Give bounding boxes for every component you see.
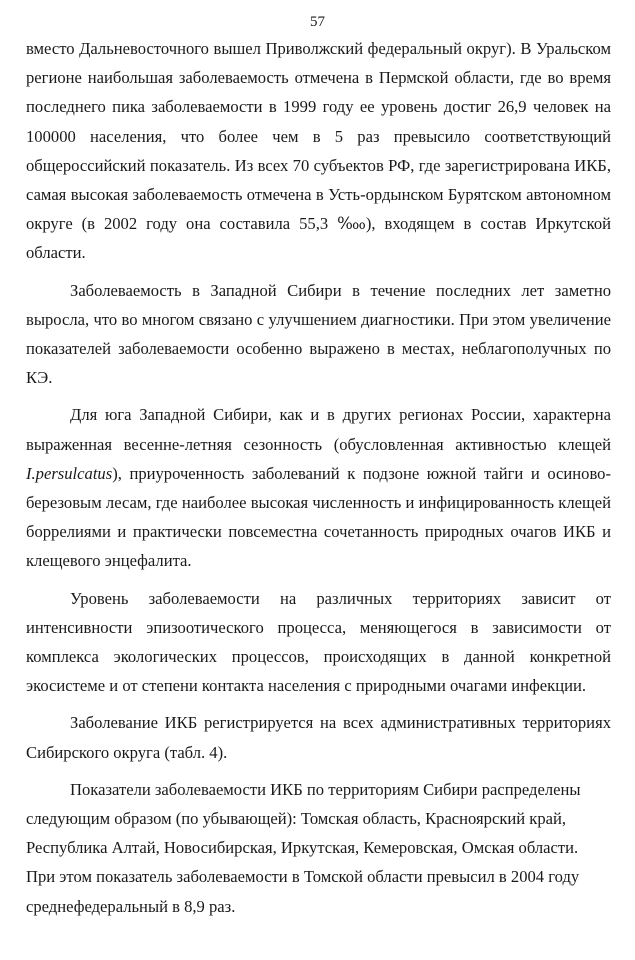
- paragraph-3-text-end: ), приуроченность заболеваний к подзоне южной тайги и осиново-березовым лесам, где наиболее высокая численность и инфицированность клещей боррелиями и практически повсеместна сочетанность природных очагов ИКБ и клещевого энцефалита.: [26, 463, 611, 571]
- paragraph-5: Заболевание ИКБ регистрируется на всех административных территориях Сибирского округа (табл. 4).: [26, 713, 611, 762]
- paragraph-6: Показатели заболеваемости ИКБ по территориям Сибири распределены следующим образом (по убывающей): Томская область, Красноярский край, Республика Алтай, Новосибирская, Иркутская, Кемеровская, Омская области. При этом показатель заболеваемости в Томской области превысил в 2004 году среднефедеральный в 8,9 раз.: [26, 779, 581, 916]
- paragraph-1: вместо Дальневосточного вышел Приволжский федеральный округ). В Уральском регионе наибольшая заболеваемость отмечена в Пермской области, где во время последнего пика заболеваемости в 1999 году ее уровень достиг 26,9 человек на 100000 населения, что более чем в 5 раз превысило соответствующий общероссийский показатель. Из всех 70 субъектов РФ, где зарегистрирована ИКБ, самая высокая заболеваемость отмечена в Усть-ордынском Бурятском автономном округе (в 2002 году она составила 55,3 ‱), входящем в состав Иркутской области.: [26, 39, 611, 263]
- paragraph-2: Заболеваемость в Западной Сибири в течение последних лет заметно выросла, что во многом связано с улучшением диагностики. При этом увеличение показателей заболеваемости особенно выражено в местах, неблагополучных по КЭ.: [26, 280, 611, 388]
- paragraph-4: Уровень заболеваемости на различных территориях зависит от интенсивности эпизоотического процесса, меняющегося в зависимости от комплекса экологических процессов, происходящих в данной конкретной экосистеме и от степени контакта населения с природными очагами инфекции.: [26, 588, 611, 696]
- paragraph-3: [26, 400, 611, 575]
- species-name: I.persulcatus: [26, 463, 113, 483]
- document-body: [26, 34, 611, 929]
- paragraph-3-text-start: Для юга Западной Сибири, как и в других регионах России, характерна выраженная весенне-летняя сезонность (обусловленная активностью клещей: [26, 405, 611, 454]
- page-number: 57: [310, 14, 325, 30]
